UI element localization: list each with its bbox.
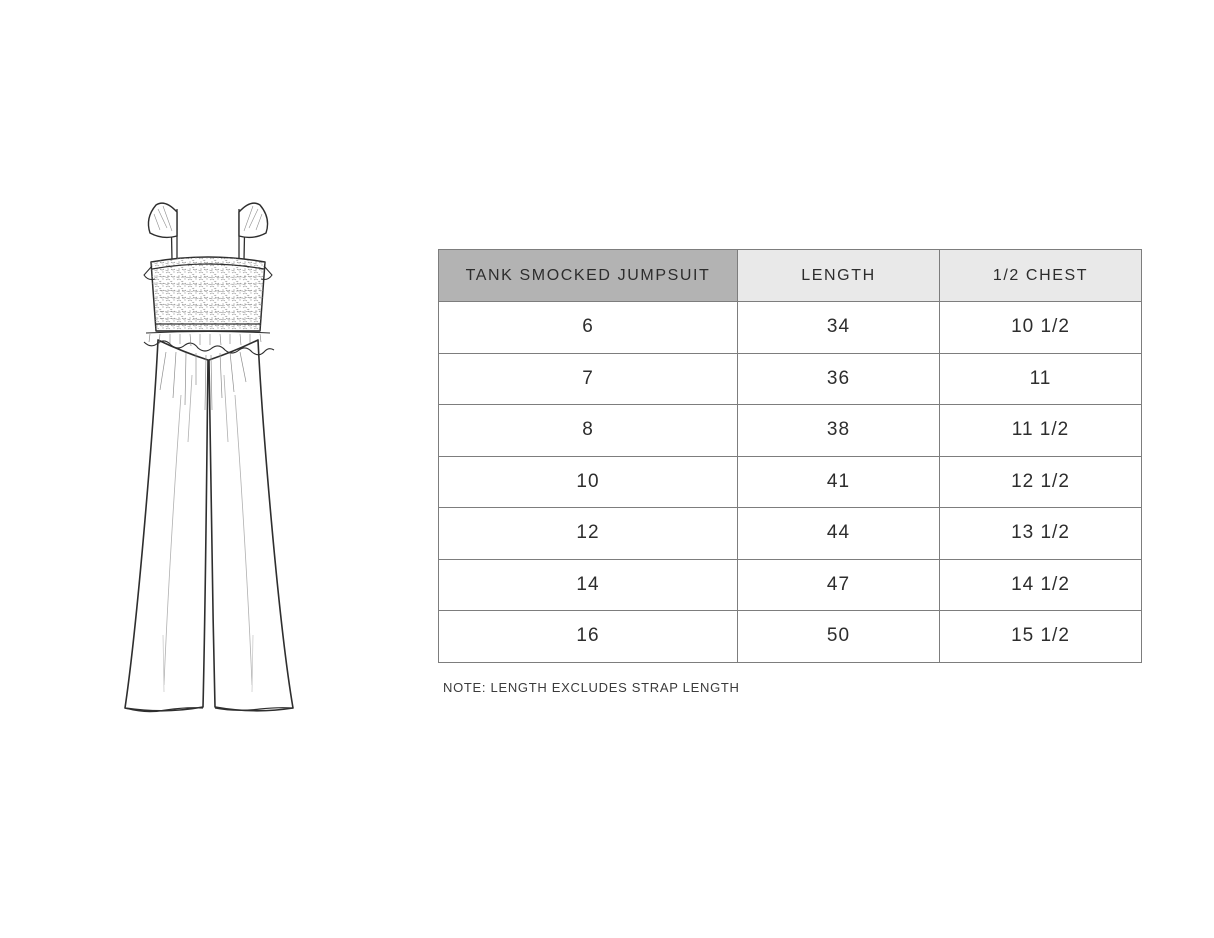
size-cell: 6: [439, 302, 738, 354]
jumpsuit-straps: [148, 203, 267, 260]
size-row: [439, 302, 1142, 354]
size-cell: 16: [439, 611, 738, 663]
length-cell: 44: [738, 508, 940, 560]
chest-cell: 12 1/2: [940, 456, 1142, 508]
length-cell: 34: [738, 302, 940, 354]
half-chest-header: 1/2 CHEST: [940, 250, 1142, 302]
size-row: [439, 508, 1142, 560]
chest-cell: 14 1/2: [940, 559, 1142, 611]
size-cell: 7: [439, 353, 738, 405]
jumpsuit-bodice: [144, 257, 274, 355]
chart-title-header: TANK SMOCKED JUMPSUIT: [439, 250, 738, 302]
length-cell: 41: [738, 456, 940, 508]
size-row: [439, 456, 1142, 508]
length-cell: 47: [738, 559, 940, 611]
size-chart-table: [438, 249, 1142, 663]
size-row: [439, 559, 1142, 611]
size-cell: 8: [439, 405, 738, 457]
length-cell: 36: [738, 353, 940, 405]
jumpsuit-illustration: [88, 180, 328, 728]
jumpsuit-pants: [125, 340, 293, 712]
chest-cell: 11: [940, 353, 1142, 405]
chest-cell: 11 1/2: [940, 405, 1142, 457]
chest-cell: 15 1/2: [940, 611, 1142, 663]
chest-cell: 13 1/2: [940, 508, 1142, 560]
length-cell: 50: [738, 611, 940, 663]
size-note: NOTE: LENGTH EXCLUDES STRAP LENGTH: [443, 680, 740, 695]
length-header: LENGTH: [738, 250, 940, 302]
length-cell: 38: [738, 405, 940, 457]
size-row: [439, 611, 1142, 663]
size-cell: 12: [439, 508, 738, 560]
size-chart-header-row: [439, 250, 1142, 302]
size-cell: 14: [439, 559, 738, 611]
size-row: [439, 405, 1142, 457]
size-row: [439, 353, 1142, 405]
chest-cell: 10 1/2: [940, 302, 1142, 354]
size-cell: 10: [439, 456, 738, 508]
